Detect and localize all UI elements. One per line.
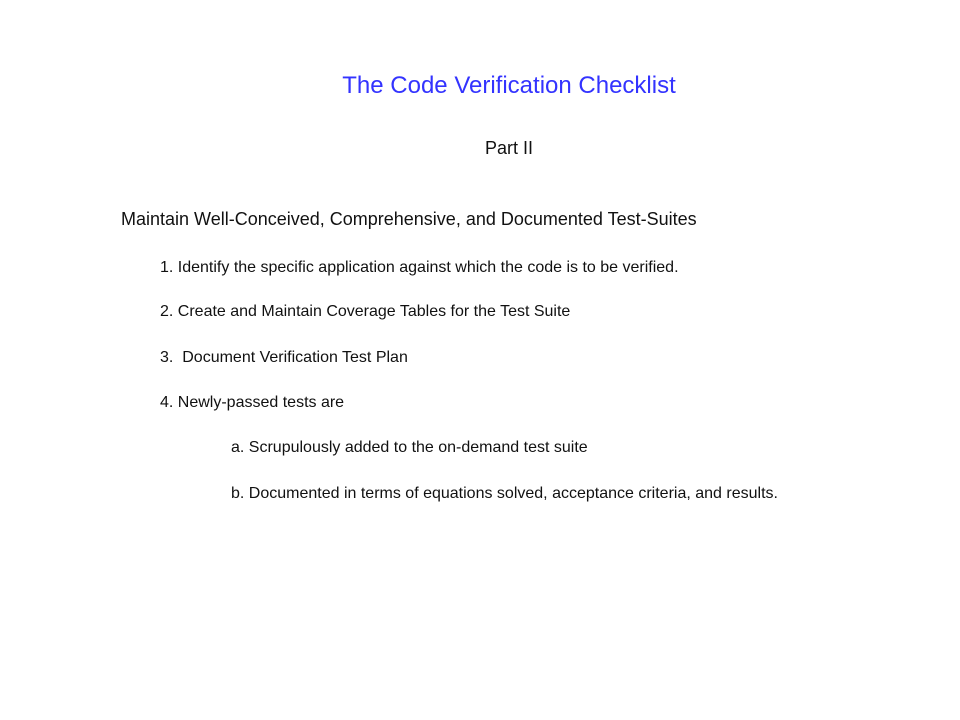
checklist-subitem-a: a. Scrupulously added to the on-demand test suite [231, 439, 588, 456]
checklist-subitem-b: b. Documented in terms of equations solved, acceptance criteria, and results. [231, 485, 778, 502]
checklist-item-4: 4. Newly-passed tests are [160, 394, 345, 411]
checklist-item-3: 3. Document Verification Test Plan [160, 349, 408, 366]
slide-subtitle: Part II [484, 138, 533, 158]
checklist-item-1: 1. Identify the specific application against which the code is to be verified. [160, 259, 679, 276]
checklist-item-2: 2. Create and Maintain Coverage Tables for the Test Suite [160, 303, 571, 320]
slide-title: The Code Verification Checklist [342, 72, 676, 99]
section-heading: Maintain Well-Conceived, Comprehensive, and Documented Test-Suites [121, 209, 697, 229]
